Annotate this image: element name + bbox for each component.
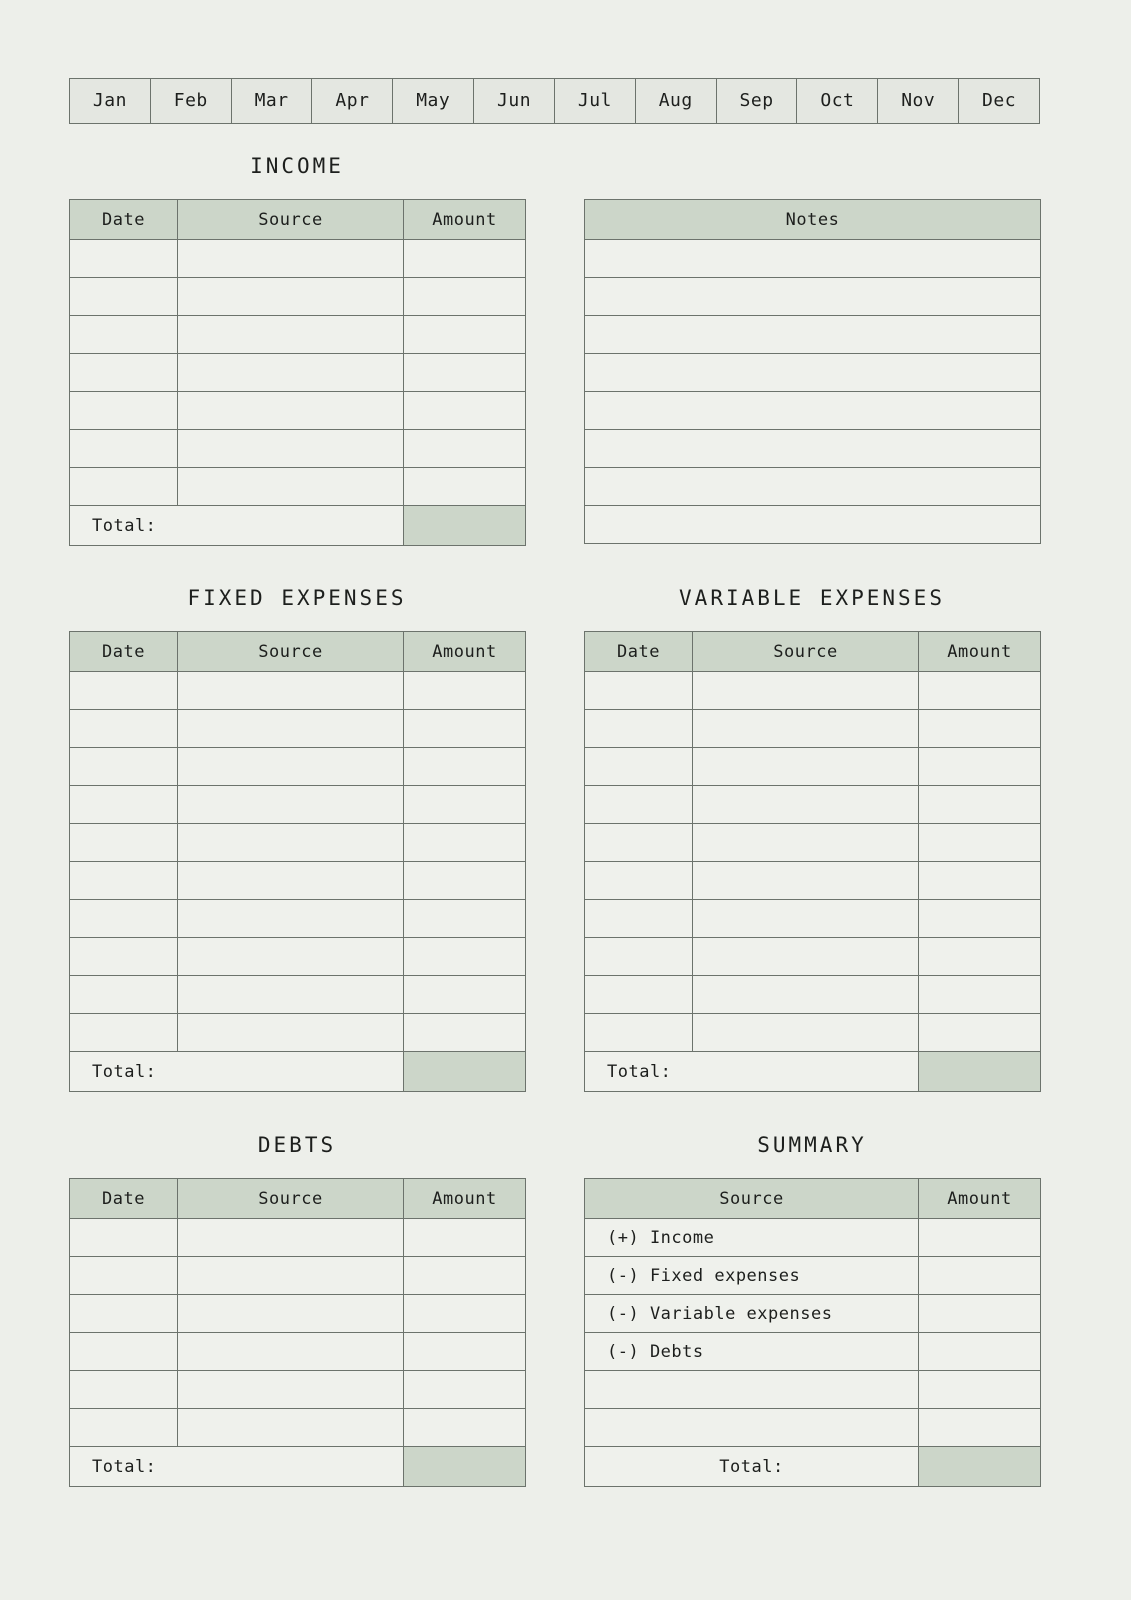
variable-expenses-section-title: VARIABLE EXPENSES	[679, 586, 945, 610]
summary-total-value[interactable]	[919, 1447, 1041, 1487]
fixed-expenses-table-body[interactable]	[70, 672, 526, 1052]
summary-total-label: Total:	[585, 1447, 919, 1487]
income-entry-cell[interactable]	[70, 392, 178, 430]
fixed-expenses-entry-cell[interactable]	[404, 900, 526, 938]
variable-expenses-entry-cell[interactable]	[585, 976, 693, 1014]
summary-entry-row[interactable]	[585, 1257, 1041, 1295]
income-entry-row[interactable]	[70, 354, 526, 392]
variable-expenses-entry-row[interactable]	[585, 1014, 1041, 1052]
income-table[interactable]	[69, 199, 526, 546]
summary-entry-amount[interactable]	[919, 1409, 1041, 1447]
fixed-expenses-entry-row[interactable]	[70, 748, 526, 786]
variable-expenses-entry-cell[interactable]	[585, 1014, 693, 1052]
fixed-expenses-entry-cell[interactable]	[178, 748, 404, 786]
debts-entry-cell[interactable]	[70, 1219, 178, 1257]
debts-total-value[interactable]	[404, 1447, 526, 1487]
income-total-value[interactable]	[404, 506, 526, 546]
debts-entry-row[interactable]	[70, 1409, 526, 1447]
income-entry-row[interactable]	[70, 430, 526, 468]
income-entry-cell[interactable]	[70, 468, 178, 506]
debts-table-body[interactable]	[70, 1219, 526, 1447]
variable-expenses-entry-row[interactable]	[585, 976, 1041, 1014]
debts-total-label: Total:	[70, 1447, 404, 1487]
income-entry-cell[interactable]	[70, 278, 178, 316]
variable-expenses-entry-cell[interactable]	[585, 710, 693, 748]
fixed-expenses-entry-cell[interactable]	[178, 938, 404, 976]
variable-expenses-entry-cell[interactable]	[693, 672, 919, 710]
income-entry-cell[interactable]	[70, 354, 178, 392]
fixed-expenses-entry-cell[interactable]	[404, 938, 526, 976]
notes-table[interactable]	[584, 199, 1041, 544]
debts-col-source: Source	[178, 1179, 404, 1219]
variable-expenses-entry-cell[interactable]	[919, 786, 1041, 824]
debts-entry-row[interactable]	[70, 1295, 526, 1333]
month-tab-nov[interactable]: Nov	[878, 79, 959, 123]
variable-expenses-entry-cell[interactable]	[919, 710, 1041, 748]
fixed-expenses-entry-cell[interactable]	[404, 862, 526, 900]
fixed-expenses-entry-cell[interactable]	[70, 710, 178, 748]
month-tab-dec[interactable]: Dec	[982, 90, 1017, 111]
variable-expenses-entry-cell[interactable]	[585, 824, 693, 862]
summary-table[interactable]	[584, 1178, 1041, 1487]
variable-expenses-entry-cell[interactable]	[693, 786, 919, 824]
fixed-expenses-entry-row[interactable]	[70, 976, 526, 1014]
summary-entry-label: (+) Income	[585, 1219, 919, 1257]
notes-entry-row[interactable]	[585, 468, 1041, 506]
fixed-expenses-entry-row[interactable]	[70, 862, 526, 900]
month-tab-jun[interactable]: Jun	[474, 79, 555, 123]
income-entry-cell[interactable]	[404, 278, 526, 316]
debts-entry-row[interactable]	[70, 1219, 526, 1257]
notes-entry-cell[interactable]	[585, 506, 1041, 544]
summary-entry-amount[interactable]	[919, 1371, 1041, 1409]
income-entry-cell[interactable]	[404, 430, 526, 468]
fixed-expenses-entry-cell[interactable]	[70, 1014, 178, 1052]
income-entry-cell[interactable]	[404, 316, 526, 354]
debts-entry-cell[interactable]	[404, 1333, 526, 1371]
income-total-label: Total:	[70, 506, 404, 546]
debts-entry-cell[interactable]	[404, 1219, 526, 1257]
fixed-expenses-entry-cell[interactable]	[178, 976, 404, 1014]
income-entry-cell[interactable]	[404, 392, 526, 430]
variable-expenses-entry-cell[interactable]	[693, 938, 919, 976]
summary-table-body[interactable]	[585, 1219, 1041, 1447]
income-entry-row[interactable]	[70, 316, 526, 354]
debts-entry-cell[interactable]	[70, 1257, 178, 1295]
debts-section-title: DEBTS	[257, 1133, 337, 1157]
variable-expenses-table[interactable]	[584, 631, 1041, 1092]
fixed-expenses-entry-cell[interactable]	[404, 1014, 526, 1052]
variable-expenses-entry-cell[interactable]	[693, 1014, 919, 1052]
fixed-expenses-entry-cell[interactable]	[70, 672, 178, 710]
variable-expenses-entry-cell[interactable]	[693, 824, 919, 862]
variable-expenses-entry-cell[interactable]	[919, 862, 1041, 900]
summary-col-source: Source	[585, 1179, 919, 1219]
income-section-title: INCOME	[250, 154, 344, 178]
income-total-row	[70, 506, 526, 546]
variable-expenses-entry-row[interactable]	[585, 786, 1041, 824]
fixed-expenses-total-label: Total:	[70, 1052, 404, 1092]
fixed-expenses-entry-row[interactable]	[70, 900, 526, 938]
fixed-expenses-entry-cell[interactable]	[178, 862, 404, 900]
fixed-expenses-total-row	[70, 1052, 526, 1092]
debts-entry-cell[interactable]	[178, 1371, 404, 1409]
fixed-expenses-header-row	[70, 632, 526, 672]
fixed-expenses-entry-cell[interactable]	[178, 672, 404, 710]
fixed-expenses-entry-row[interactable]	[70, 672, 526, 710]
fixed-expenses-entry-row[interactable]	[70, 786, 526, 824]
fixed-expenses-entry-cell[interactable]	[70, 824, 178, 862]
debts-entry-row[interactable]	[70, 1257, 526, 1295]
fixed-expenses-entry-cell[interactable]	[404, 672, 526, 710]
debts-col-date: Date	[70, 1179, 178, 1219]
debts-entry-cell[interactable]	[404, 1409, 526, 1447]
month-tab-oct[interactable]: Oct	[797, 79, 878, 123]
variable-expenses-table-body[interactable]	[585, 672, 1041, 1052]
variable-expenses-entry-cell[interactable]	[919, 824, 1041, 862]
fixed-expenses-entry-row[interactable]	[70, 938, 526, 976]
notes-entry-row[interactable]	[585, 506, 1041, 544]
income-entry-cell[interactable]	[178, 430, 404, 468]
fixed-expenses-total-value[interactable]	[404, 1052, 526, 1092]
fixed-expenses-entry-row[interactable]	[70, 824, 526, 862]
summary-entry-row[interactable]	[585, 1409, 1041, 1447]
month-tab-mar[interactable]: Mar	[232, 79, 313, 123]
income-entry-cell[interactable]	[178, 354, 404, 392]
notes-entry-row[interactable]	[585, 392, 1041, 430]
summary-entry-row[interactable]	[585, 1333, 1041, 1371]
income-entry-cell[interactable]	[178, 240, 404, 278]
notes-col-header: Notes	[585, 200, 1041, 240]
variable-expenses-entry-row[interactable]	[585, 824, 1041, 862]
summary-entry-label	[585, 1409, 919, 1447]
income-entry-cell[interactable]	[178, 278, 404, 316]
notes-header-row	[585, 200, 1041, 240]
variable-expenses-entry-cell[interactable]	[585, 786, 693, 824]
summary-entry-row[interactable]	[585, 1371, 1041, 1409]
fixed-expenses-entry-cell[interactable]	[178, 1014, 404, 1052]
debts-entry-cell[interactable]	[404, 1295, 526, 1333]
variable-expenses-entry-row[interactable]	[585, 900, 1041, 938]
fixed-expenses-entry-cell[interactable]	[70, 748, 178, 786]
fixed-expenses-entry-cell[interactable]	[70, 786, 178, 824]
summary-entry-row[interactable]	[585, 1295, 1041, 1333]
fixed-expenses-entry-cell[interactable]	[404, 786, 526, 824]
summary-entry-amount[interactable]	[919, 1333, 1041, 1371]
month-tab-jul[interactable]: Jul	[555, 79, 636, 123]
summary-entry-amount[interactable]	[919, 1219, 1041, 1257]
debts-col-amount: Amount	[404, 1179, 526, 1219]
fixed-expenses-entry-cell[interactable]	[404, 748, 526, 786]
month-tab-sep[interactable]: Sep	[717, 79, 798, 123]
fixed-expenses-col-source: Source	[178, 632, 404, 672]
income-entry-row[interactable]	[70, 392, 526, 430]
month-tab-jan[interactable]: Jan	[70, 79, 151, 123]
summary-entry-amount[interactable]	[919, 1257, 1041, 1295]
notes-entry-cell[interactable]	[585, 316, 1041, 354]
debts-entry-cell[interactable]	[404, 1371, 526, 1409]
variable-expenses-entry-cell[interactable]	[693, 710, 919, 748]
income-table-body[interactable]	[70, 240, 526, 506]
income-entry-cell[interactable]	[70, 430, 178, 468]
summary-entry-label: (-) Fixed expenses	[585, 1257, 919, 1295]
variable-expenses-entry-cell[interactable]	[585, 938, 693, 976]
variable-expenses-entry-cell[interactable]	[919, 938, 1041, 976]
fixed-expenses-entry-cell[interactable]	[70, 862, 178, 900]
variable-expenses-entry-row[interactable]	[585, 672, 1041, 710]
notes-entry-cell[interactable]	[585, 354, 1041, 392]
variable-expenses-entry-cell[interactable]	[693, 748, 919, 786]
income-col-date: Date	[70, 200, 178, 240]
variable-expenses-entry-cell[interactable]	[919, 900, 1041, 938]
fixed-expenses-entry-cell[interactable]	[404, 710, 526, 748]
income-entry-cell[interactable]	[178, 468, 404, 506]
debts-entry-cell[interactable]	[70, 1409, 178, 1447]
debts-total-row	[70, 1447, 526, 1487]
income-entry-cell[interactable]	[404, 468, 526, 506]
debts-entry-cell[interactable]	[404, 1257, 526, 1295]
month-tab-aug[interactable]: Aug	[636, 79, 717, 123]
income-header-row	[70, 200, 526, 240]
notes-entry-cell[interactable]	[585, 278, 1041, 316]
variable-expenses-entry-cell[interactable]	[585, 900, 693, 938]
variable-expenses-entry-row[interactable]	[585, 938, 1041, 976]
summary-entry-label: (-) Debts	[585, 1333, 919, 1371]
variable-expenses-header-row	[585, 632, 1041, 672]
fixed-expenses-entry-cell[interactable]	[178, 710, 404, 748]
summary-section-title: SUMMARY	[757, 1133, 867, 1157]
notes-entry-row[interactable]	[585, 240, 1041, 278]
summary-entry-row[interactable]	[585, 1219, 1041, 1257]
income-entry-row[interactable]	[70, 468, 526, 506]
debts-entry-cell[interactable]	[178, 1333, 404, 1371]
debts-entry-cell[interactable]	[70, 1371, 178, 1409]
income-col-amount: Amount	[404, 200, 526, 240]
variable-expenses-col-date: Date	[585, 632, 693, 672]
summary-header-row	[585, 1179, 1041, 1219]
fixed-expenses-entry-cell[interactable]	[178, 786, 404, 824]
debts-entry-cell[interactable]	[178, 1295, 404, 1333]
summary-total-row	[585, 1447, 1041, 1487]
summary-entry-label: (-) Variable expenses	[585, 1295, 919, 1333]
debts-entry-cell[interactable]	[178, 1409, 404, 1447]
income-entry-cell[interactable]	[178, 392, 404, 430]
summary-entry-amount[interactable]	[919, 1295, 1041, 1333]
fixed-expenses-section-title: FIXED EXPENSES	[187, 586, 407, 610]
income-entry-row[interactable]	[70, 240, 526, 278]
notes-entry-row[interactable]	[585, 316, 1041, 354]
debts-table[interactable]	[69, 1178, 526, 1487]
variable-expenses-total-row	[585, 1052, 1041, 1092]
month-tab-feb[interactable]: Feb	[151, 79, 232, 123]
income-entry-cell[interactable]	[70, 316, 178, 354]
variable-expenses-entry-cell[interactable]	[919, 748, 1041, 786]
income-entry-row[interactable]	[70, 278, 526, 316]
income-col-source: Source	[178, 200, 404, 240]
variable-expenses-entry-cell[interactable]	[585, 862, 693, 900]
fixed-expenses-table[interactable]	[69, 631, 526, 1092]
notes-entry-cell[interactable]	[585, 240, 1041, 278]
fixed-expenses-entry-cell[interactable]	[70, 900, 178, 938]
fixed-expenses-entry-row[interactable]	[70, 1014, 526, 1052]
debts-entry-cell[interactable]	[178, 1219, 404, 1257]
fixed-expenses-entry-cell[interactable]	[70, 976, 178, 1014]
month-tabs[interactable]	[69, 78, 1040, 124]
variable-expenses-entry-cell[interactable]	[919, 976, 1041, 1014]
debts-entry-cell[interactable]	[178, 1257, 404, 1295]
variable-expenses-entry-row[interactable]	[585, 710, 1041, 748]
fixed-expenses-col-date: Date	[70, 632, 178, 672]
debts-entry-cell[interactable]	[70, 1295, 178, 1333]
variable-expenses-entry-cell[interactable]	[585, 748, 693, 786]
month-tab-apr[interactable]: Apr	[312, 79, 393, 123]
debts-header-row	[70, 1179, 526, 1219]
notes-entry-cell[interactable]	[585, 392, 1041, 430]
fixed-expenses-entry-cell[interactable]	[178, 900, 404, 938]
variable-expenses-entry-cell[interactable]	[585, 672, 693, 710]
fixed-expenses-entry-cell[interactable]	[404, 976, 526, 1014]
variable-expenses-entry-cell[interactable]	[919, 672, 1041, 710]
variable-expenses-entry-cell[interactable]	[693, 976, 919, 1014]
income-entry-cell[interactable]	[404, 354, 526, 392]
notes-table-body[interactable]	[585, 240, 1041, 544]
variable-expenses-entry-row[interactable]	[585, 862, 1041, 900]
summary-col-amount: Amount	[919, 1179, 1041, 1219]
notes-entry-row[interactable]	[585, 354, 1041, 392]
fixed-expenses-entry-cell[interactable]	[404, 824, 526, 862]
variable-expenses-entry-row[interactable]	[585, 748, 1041, 786]
fixed-expenses-entry-cell[interactable]	[70, 938, 178, 976]
notes-entry-cell[interactable]	[585, 430, 1041, 468]
month-tab-may[interactable]: May	[393, 79, 474, 123]
variable-expenses-total-label: Total:	[585, 1052, 919, 1092]
variable-expenses-col-amount: Amount	[919, 632, 1041, 672]
variable-expenses-entry-cell[interactable]	[919, 1014, 1041, 1052]
variable-expenses-col-source: Source	[693, 632, 919, 672]
debts-entry-row[interactable]	[70, 1333, 526, 1371]
notes-entry-cell[interactable]	[585, 468, 1041, 506]
variable-expenses-total-value[interactable]	[919, 1052, 1041, 1092]
income-entry-cell[interactable]	[404, 240, 526, 278]
fixed-expenses-entry-row[interactable]	[70, 710, 526, 748]
variable-expenses-entry-cell[interactable]	[693, 900, 919, 938]
notes-entry-row[interactable]	[585, 278, 1041, 316]
notes-entry-row[interactable]	[585, 430, 1041, 468]
fixed-expenses-col-amount: Amount	[404, 632, 526, 672]
income-entry-cell[interactable]	[178, 316, 404, 354]
income-entry-cell[interactable]	[70, 240, 178, 278]
summary-entry-label	[585, 1371, 919, 1409]
fixed-expenses-entry-cell[interactable]	[178, 824, 404, 862]
debts-entry-cell[interactable]	[70, 1333, 178, 1371]
variable-expenses-entry-cell[interactable]	[693, 862, 919, 900]
debts-entry-row[interactable]	[70, 1371, 526, 1409]
